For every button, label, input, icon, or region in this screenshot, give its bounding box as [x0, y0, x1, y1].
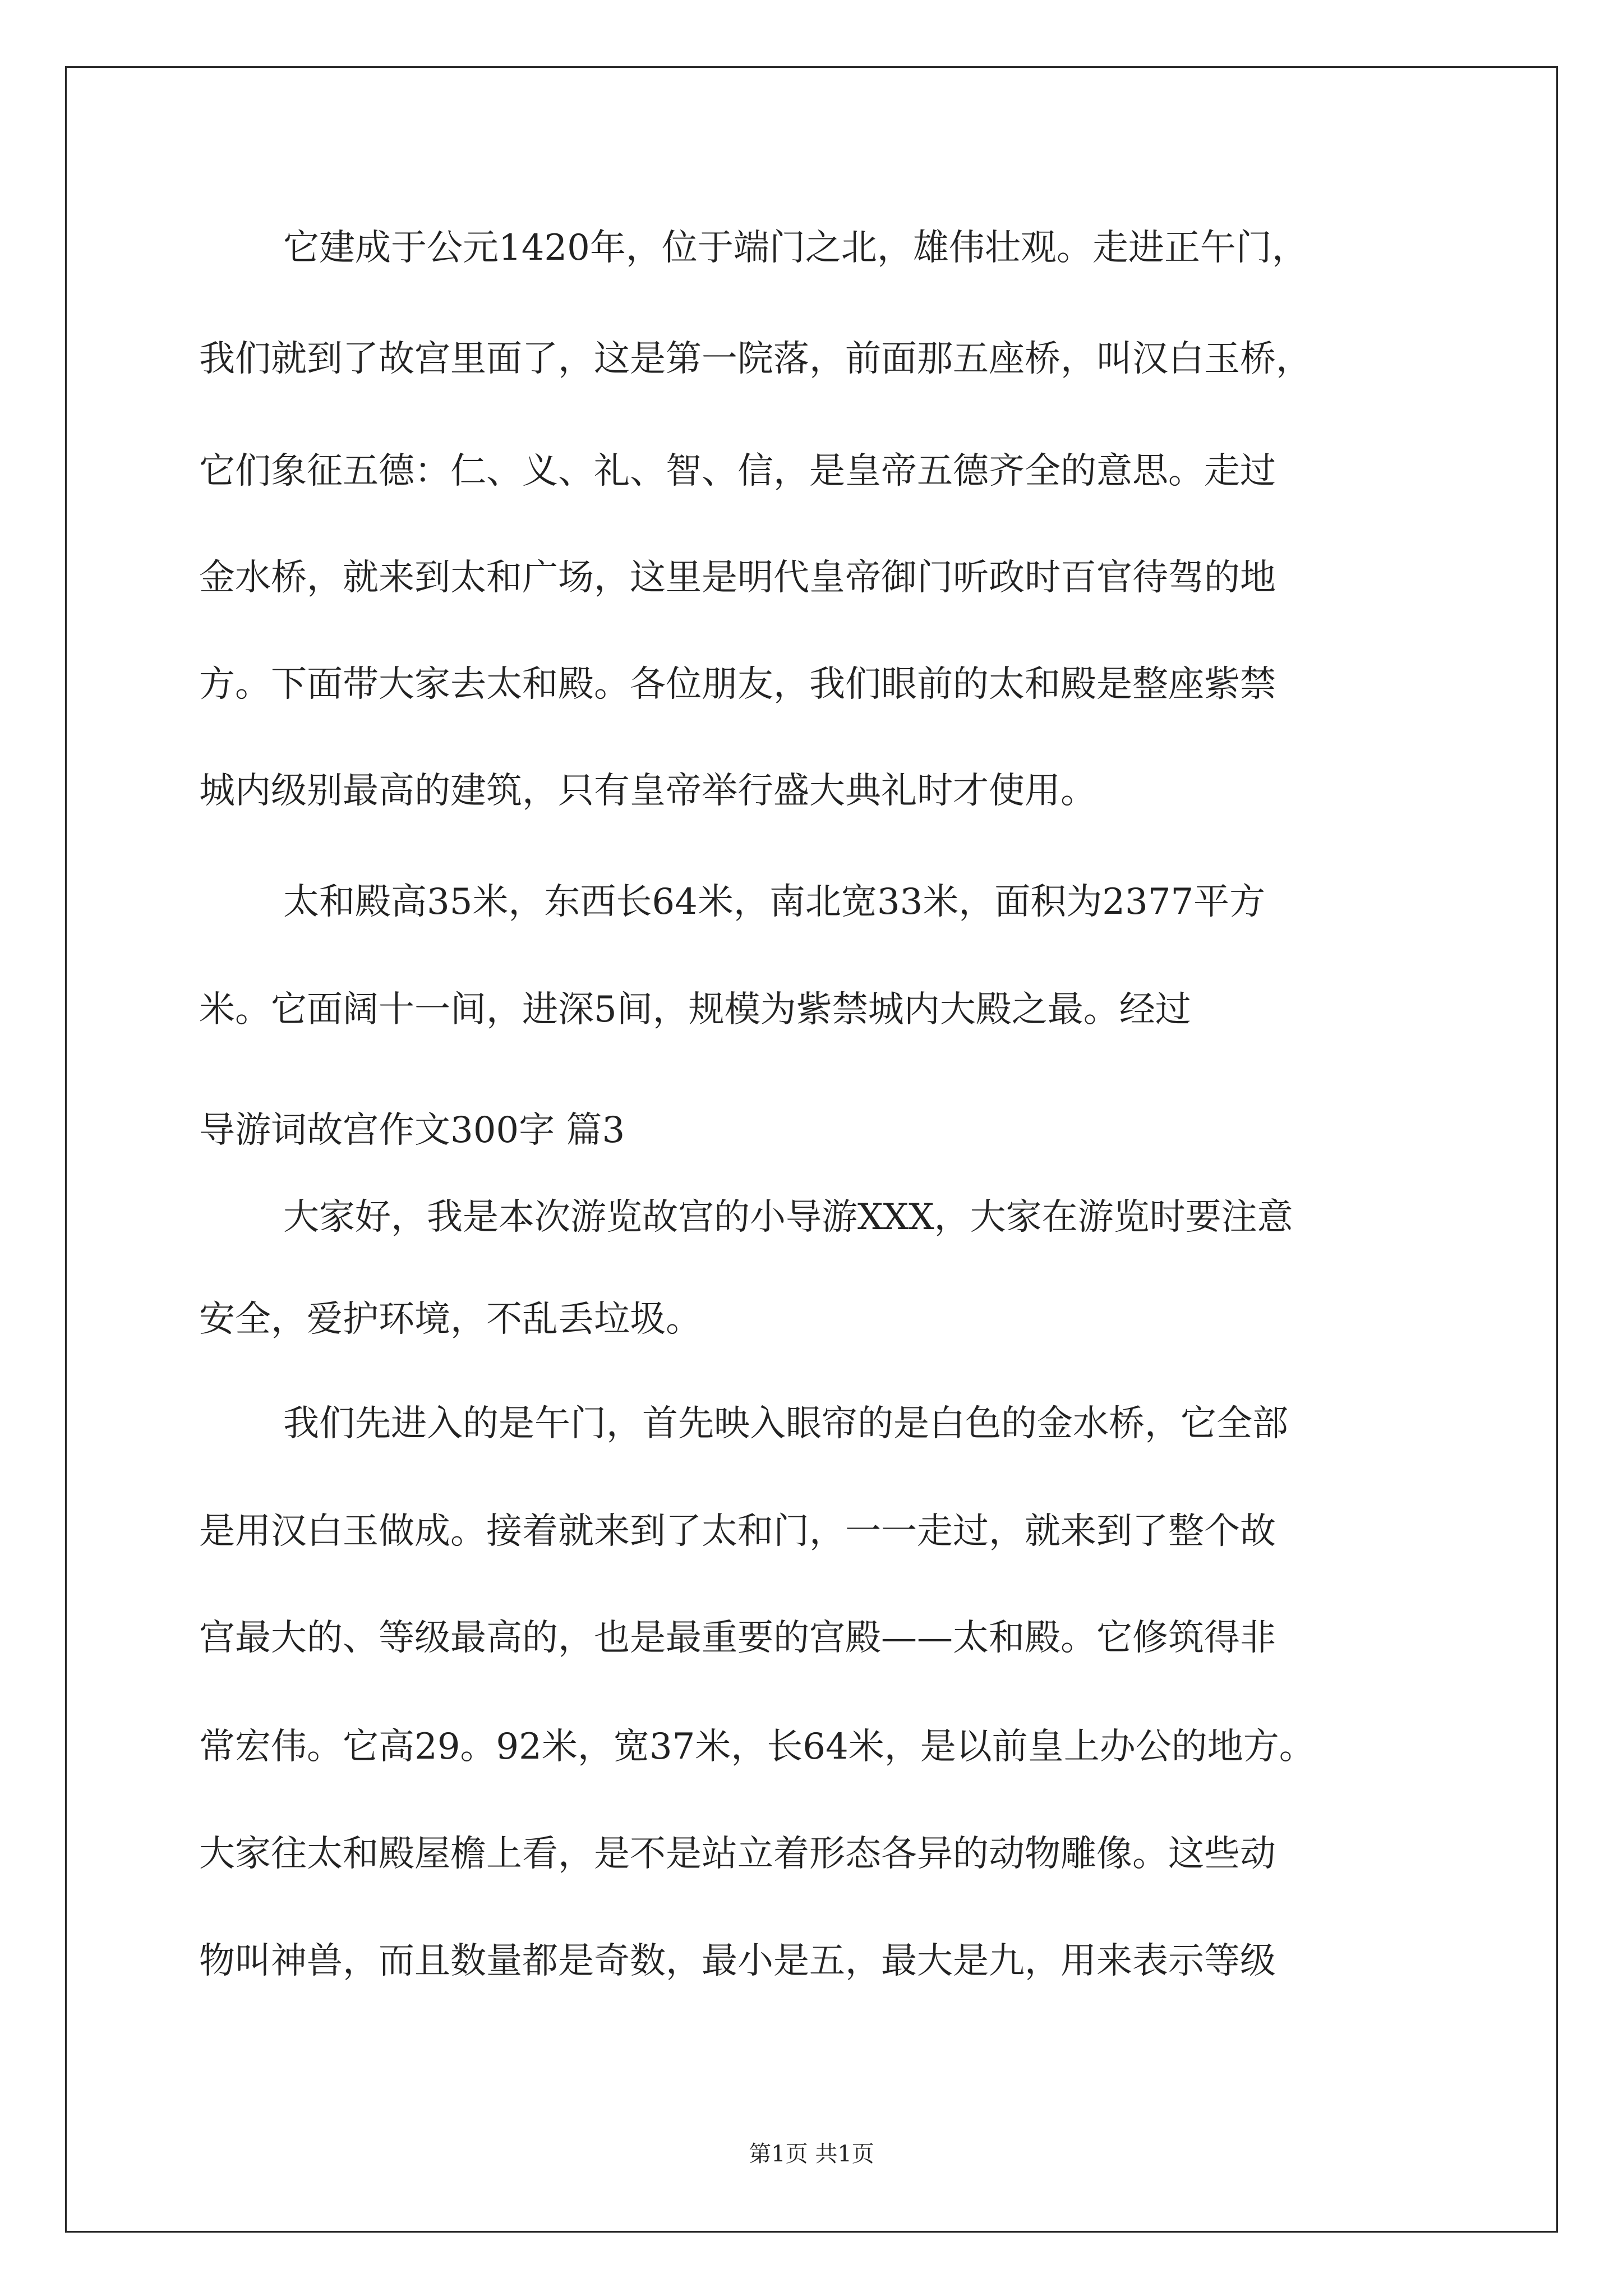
- paragraph-line: 我们先进入的是午门，首先映入眼帘的是白色的金水桥，它全部: [283, 1403, 1288, 1444]
- paragraph-line: 大家往太和殿屋檐上看，是不是站立着形态各异的动物雕像。这些动: [199, 1833, 1276, 1875]
- paragraph-line: 常宏伟。它高29。92米，宽37米，长64米，是以前皇上办公的地方。: [199, 1726, 1315, 1768]
- page-footer: 第1页 共1页: [749, 2141, 874, 2167]
- paragraph-line: 宫最大的、等级最高的，也是最重要的宫殿——太和殿。它修筑得非: [199, 1617, 1276, 1659]
- paragraph-line: 物叫神兽，而且数量都是奇数，最小是五，最大是九，用来表示等级: [199, 1940, 1276, 1982]
- paragraph-line: 方。下面带大家去太和殿。各位朋友，我们眼前的太和殿是整座紫禁: [199, 664, 1276, 705]
- paragraph-line: 安全，爱护环境，不乱丢垃圾。: [199, 1299, 702, 1340]
- paragraph-line: 我们就到了故宫里面了，这是第一院落，前面那五座桥，叫汉白玉桥，: [199, 338, 1312, 380]
- section-heading: 导游词故宫作文300字 篇3: [199, 1110, 625, 1151]
- paragraph-line: 是用汉白玉做成。接着就来到了太和门，一一走过，就来到了整个故: [199, 1511, 1276, 1552]
- paragraph-line: 大家好，我是本次游览故宫的小导游XXX，大家在游览时要注意: [283, 1197, 1293, 1238]
- paragraph-line: 城内级别最高的建筑，只有皇帝举行盛大典礼时才使用。: [199, 770, 1096, 812]
- paragraph-line: 太和殿高35米，东西长64米，南北宽33米，面积为2377平方: [283, 881, 1266, 923]
- paragraph-line: 米。它面阔十一间，进深5间，规模为紫禁城内大殿之最。经过: [199, 989, 1191, 1030]
- paragraph-line: 金水桥，就来到太和广场，这里是明代皇帝御门听政时百官待驾的地: [199, 557, 1276, 599]
- paragraph-line: 它建成于公元1420年，位于端门之北，雄伟壮观。走进正午门，: [283, 227, 1308, 269]
- paragraph-line: 它们象征五德：仁、义、礼、智、信，是皇帝五德齐全的意思。走过: [199, 450, 1276, 492]
